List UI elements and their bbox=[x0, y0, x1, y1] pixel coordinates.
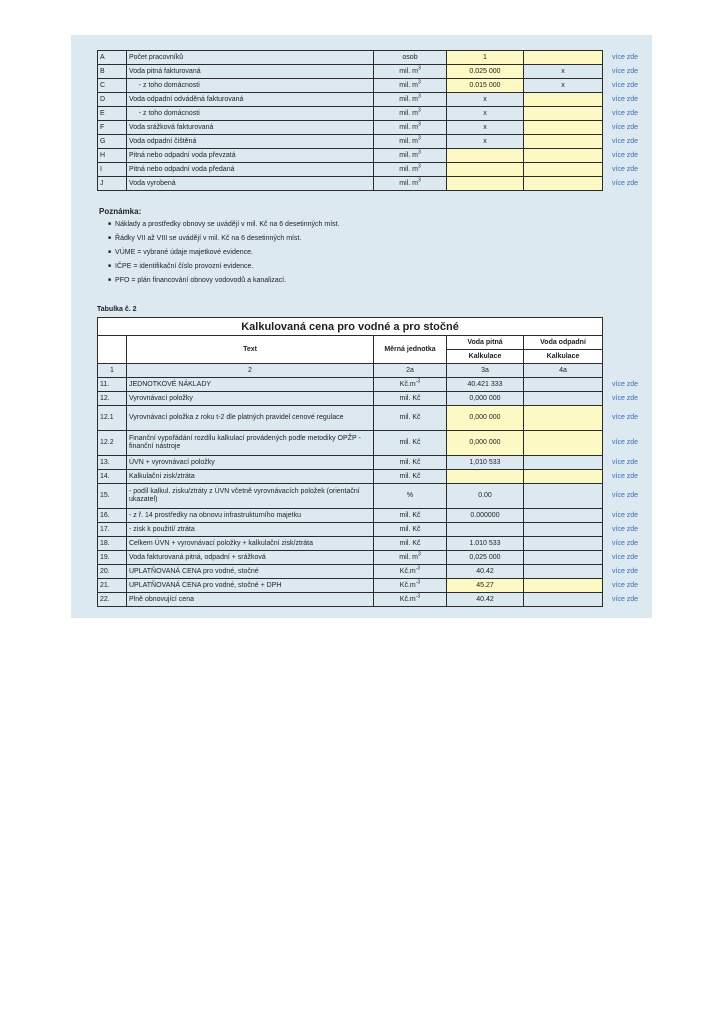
row-unit bbox=[374, 509, 447, 523]
unit-exponent: 3 bbox=[417, 551, 421, 558]
more-info-link[interactable]: více zde bbox=[612, 81, 639, 89]
price-calculation-table bbox=[97, 317, 603, 607]
row-number: 15. bbox=[98, 484, 127, 509]
unit-label: mil. m bbox=[399, 123, 418, 131]
unit-label: mil. Kč bbox=[399, 525, 421, 533]
value-water[interactable] bbox=[447, 149, 524, 163]
row-number: 12.2 bbox=[98, 431, 127, 456]
value-waste[interactable] bbox=[524, 107, 603, 121]
row-code: B bbox=[98, 65, 127, 79]
table-row bbox=[98, 65, 603, 79]
table2-title: Kalkulovaná cena pro vodné a pro stočné bbox=[98, 318, 603, 336]
row-unit bbox=[374, 93, 447, 107]
row-text: - z toho domácnosti bbox=[127, 107, 374, 121]
table-row bbox=[98, 509, 603, 523]
row-text: Voda vyrobená bbox=[127, 177, 374, 191]
row-code: C bbox=[98, 79, 127, 93]
row-text: Voda odpadní čištěná bbox=[127, 135, 374, 149]
value-waste[interactable] bbox=[524, 51, 603, 65]
unit-label: mil. m bbox=[399, 109, 418, 117]
row-unit bbox=[374, 579, 447, 593]
unit-exponent: 3 bbox=[417, 149, 421, 156]
value-water[interactable]: 45.27 bbox=[447, 579, 524, 593]
more-info-link[interactable]: více zde bbox=[612, 67, 639, 75]
value-water[interactable]: 1,010 533 bbox=[447, 456, 524, 470]
note-item: ■ Řádky VII až VIII se uvádějí v mil. Kč na 6 desetinných míst. bbox=[108, 235, 340, 249]
row-number: 12. bbox=[98, 392, 127, 406]
row-text: Voda odpadní odváděná fakturovaná bbox=[127, 93, 374, 107]
row-text: Pitná nebo odpadní voda předaná bbox=[127, 163, 374, 177]
row-code: F bbox=[98, 121, 127, 135]
table-row bbox=[98, 177, 603, 191]
unit-label: osob bbox=[402, 53, 418, 61]
col-number-3a: 3a bbox=[447, 364, 524, 378]
value-waste[interactable] bbox=[524, 565, 603, 579]
header-unit: Měrná jednotka bbox=[374, 336, 447, 364]
unit-exponent: 3 bbox=[417, 107, 421, 114]
unit-label: % bbox=[406, 492, 414, 499]
more-info-link[interactable]: více zde bbox=[612, 394, 639, 402]
row-unit bbox=[374, 51, 447, 65]
header-water: Voda pitná bbox=[447, 336, 524, 350]
value-waste[interactable] bbox=[524, 149, 603, 163]
value-water[interactable]: x bbox=[447, 107, 524, 121]
more-info-link[interactable]: více zde bbox=[612, 179, 639, 187]
table-row bbox=[98, 484, 603, 509]
value-water[interactable]: 40.421 333 bbox=[447, 378, 524, 392]
table-row bbox=[98, 579, 603, 593]
row-unit bbox=[374, 107, 447, 121]
row-code: H bbox=[98, 149, 127, 163]
unit-exponent: 3 bbox=[417, 135, 421, 142]
table-row bbox=[98, 107, 603, 121]
value-waste[interactable] bbox=[524, 378, 603, 392]
table-row bbox=[98, 431, 603, 456]
row-code: I bbox=[98, 163, 127, 177]
value-water[interactable] bbox=[447, 163, 524, 177]
value-water[interactable]: 1.010 533 bbox=[447, 537, 524, 551]
note-title: Poznámka: bbox=[99, 207, 142, 216]
more-info-link[interactable]: více zde bbox=[612, 595, 639, 603]
row-number: 21. bbox=[98, 579, 127, 593]
row-code: G bbox=[98, 135, 127, 149]
row-unit bbox=[374, 593, 447, 607]
more-info-link[interactable]: více zde bbox=[612, 492, 639, 499]
row-text: Voda srážková fakturovaná bbox=[127, 121, 374, 135]
more-info-link[interactable]: více zde bbox=[612, 439, 639, 446]
row-number: 12.1 bbox=[98, 406, 127, 431]
unit-label: mil. Kč bbox=[399, 458, 421, 466]
unit-exponent: 3 bbox=[417, 163, 421, 170]
row-unit bbox=[374, 121, 447, 135]
row-unit bbox=[374, 149, 447, 163]
value-waste[interactable] bbox=[524, 509, 603, 523]
table-row bbox=[98, 392, 603, 406]
more-info-link[interactable]: více zde bbox=[612, 567, 639, 575]
value-waste[interactable]: x bbox=[524, 65, 603, 79]
more-info-link[interactable]: více zde bbox=[612, 165, 639, 173]
note-item: ■ Náklady a prostředky obnovy se uvádějí v mil. Kč na 6 desetinných míst. bbox=[108, 221, 340, 235]
row-text: Počet pracovníků bbox=[127, 51, 374, 65]
row-number: 20. bbox=[98, 565, 127, 579]
row-number: 13. bbox=[98, 456, 127, 470]
value-water[interactable]: 0,000 000 bbox=[447, 406, 524, 431]
more-info-link[interactable]: více zde bbox=[612, 553, 639, 561]
unit-exponent: -3 bbox=[415, 579, 421, 586]
row-unit bbox=[374, 177, 447, 191]
unit-label: mil. Kč bbox=[399, 439, 421, 446]
row-code: E bbox=[98, 107, 127, 121]
row-code: A bbox=[98, 51, 127, 65]
value-water[interactable]: 40.42 bbox=[447, 565, 524, 579]
header-waste: Voda odpadní bbox=[524, 336, 603, 350]
row-unit bbox=[374, 551, 447, 565]
more-info-link[interactable]: více zde bbox=[612, 414, 639, 421]
col-number-2: 2 bbox=[127, 364, 374, 378]
row-text: Vyrovnávací položka z roku t-2 dle platných pravidel cenové regulace bbox=[127, 406, 374, 431]
row-number: 22. bbox=[98, 593, 127, 607]
unit-label: mil. Kč bbox=[399, 394, 421, 402]
row-text: Kalkulační zisk/ztráta bbox=[127, 470, 374, 484]
value-water[interactable]: 0,000 000 bbox=[447, 392, 524, 406]
row-number: 16. bbox=[98, 509, 127, 523]
row-text: Vyrovnávací položky bbox=[127, 392, 374, 406]
table-row bbox=[98, 149, 603, 163]
table2-label: Tabulka č. 2 bbox=[97, 306, 137, 313]
indicators-table bbox=[97, 50, 603, 191]
table-row bbox=[98, 378, 603, 392]
unit-label: mil. m bbox=[399, 553, 418, 561]
more-info-link[interactable]: více zde bbox=[612, 123, 639, 131]
row-code: D bbox=[98, 93, 127, 107]
unit-label: mil. Kč bbox=[399, 511, 421, 519]
unit-label: Kč.m bbox=[399, 380, 416, 388]
unit-label: mil. Kč bbox=[399, 539, 421, 547]
header-text: Text bbox=[127, 336, 374, 364]
col-number-1: 1 bbox=[98, 364, 127, 378]
table-row bbox=[98, 79, 603, 93]
col-number-2a: 2a bbox=[374, 364, 447, 378]
unit-label: mil. m bbox=[399, 81, 418, 89]
unit-exponent: -3 bbox=[415, 565, 421, 572]
value-waste[interactable] bbox=[524, 579, 603, 593]
unit-exponent: 3 bbox=[417, 79, 421, 86]
row-text: ÚVN + vyrovnávací položky bbox=[127, 456, 374, 470]
unit-label: mil. m bbox=[399, 95, 418, 103]
value-water[interactable]: 0.00 bbox=[447, 484, 524, 509]
unit-exponent: 3 bbox=[417, 65, 421, 72]
unit-exponent: 3 bbox=[417, 93, 421, 100]
value-waste[interactable] bbox=[524, 93, 603, 107]
row-number: 11. bbox=[98, 378, 127, 392]
row-text: Finanční vypořádání rozdílu kalkulací provádených podle metodiky OPŽP - finanční nástroje bbox=[127, 431, 374, 456]
row-unit bbox=[374, 523, 447, 537]
value-waste[interactable]: x bbox=[524, 79, 603, 93]
row-unit bbox=[374, 163, 447, 177]
row-unit bbox=[374, 392, 447, 406]
row-unit bbox=[374, 431, 447, 456]
table-row bbox=[98, 406, 603, 431]
unit-label: Kč.m bbox=[399, 567, 416, 575]
table-row bbox=[98, 121, 603, 135]
value-waste[interactable] bbox=[524, 431, 603, 456]
more-info-link[interactable]: více zde bbox=[612, 53, 639, 61]
row-unit bbox=[374, 470, 447, 484]
unit-label: mil. m bbox=[399, 67, 418, 75]
value-waste[interactable] bbox=[524, 392, 603, 406]
note-item: ■ VÚME = vybrané údaje majetkové evidence. bbox=[108, 249, 340, 263]
unit-label: mil. m bbox=[399, 151, 418, 159]
table-row bbox=[98, 163, 603, 177]
unit-exponent: -3 bbox=[415, 593, 421, 600]
row-text: - zisk k použití/ ztráta bbox=[127, 523, 374, 537]
value-waste[interactable] bbox=[524, 177, 603, 191]
row-number: 19. bbox=[98, 551, 127, 565]
value-water[interactable]: 0,025 000 bbox=[447, 551, 524, 565]
more-info-link[interactable]: více zde bbox=[612, 109, 639, 117]
row-text: UPLATŇOVANÁ CENA pro vodné, stočné + DPH bbox=[127, 579, 374, 593]
row-text: - podíl kalkul. zisku/ztráty z ÚVN včetně vyrovnávacích položek (orientační ukazatel) bbox=[127, 484, 374, 509]
row-text: UPLATŇOVANÁ CENA pro vodné, stočné bbox=[127, 565, 374, 579]
row-unit bbox=[374, 79, 447, 93]
value-waste[interactable] bbox=[524, 163, 603, 177]
header-calc-water: Kalkulace bbox=[447, 350, 524, 364]
value-water[interactable]: x bbox=[447, 135, 524, 149]
value-waste[interactable] bbox=[524, 551, 603, 565]
row-text: - z toho domácnosti bbox=[127, 79, 374, 93]
value-water[interactable]: 0.000000 bbox=[447, 509, 524, 523]
unit-exponent: 3 bbox=[417, 121, 421, 128]
table-row bbox=[98, 93, 603, 107]
unit-label: mil. m bbox=[399, 137, 418, 145]
value-water[interactable]: 40.42 bbox=[447, 593, 524, 607]
unit-exponent: -3 bbox=[415, 378, 421, 385]
table-row bbox=[98, 551, 603, 565]
value-water[interactable]: 0,000 000 bbox=[447, 431, 524, 456]
value-water[interactable]: x bbox=[447, 121, 524, 135]
table-row bbox=[98, 593, 603, 607]
table-row bbox=[98, 523, 603, 537]
row-code: J bbox=[98, 177, 127, 191]
value-waste[interactable] bbox=[524, 121, 603, 135]
row-text: Plně obnovující cena bbox=[127, 593, 374, 607]
more-info-link[interactable]: více zde bbox=[612, 525, 639, 533]
unit-label: mil. m bbox=[399, 179, 418, 187]
row-unit bbox=[374, 406, 447, 431]
table-row bbox=[98, 537, 603, 551]
row-unit bbox=[374, 456, 447, 470]
value-water[interactable]: 0.015 000 bbox=[447, 79, 524, 93]
unit-label: mil. Kč bbox=[399, 472, 421, 480]
row-text: JEDNOTKOVÉ NÁKLADY bbox=[127, 378, 374, 392]
value-water[interactable] bbox=[447, 177, 524, 191]
table-row bbox=[98, 470, 603, 484]
value-waste[interactable] bbox=[524, 135, 603, 149]
value-waste[interactable] bbox=[524, 470, 603, 484]
more-info-link[interactable]: více zde bbox=[612, 151, 639, 159]
value-water[interactable]: 0.025 000 bbox=[447, 65, 524, 79]
row-number: 18. bbox=[98, 537, 127, 551]
row-unit bbox=[374, 135, 447, 149]
row-text: Celkem ÚVN + vyrovnávací položky + kalkulační zisk/ztráta bbox=[127, 537, 374, 551]
more-info-link[interactable]: více zde bbox=[612, 539, 639, 547]
more-info-link[interactable]: více zde bbox=[612, 137, 639, 145]
table-row bbox=[98, 565, 603, 579]
value-waste[interactable] bbox=[524, 456, 603, 470]
col-number-4a: 4a bbox=[524, 364, 603, 378]
unit-label: Kč.m bbox=[399, 581, 416, 589]
table-row bbox=[98, 456, 603, 470]
header-calc-waste: Kalkulace bbox=[524, 350, 603, 364]
value-water[interactable]: x bbox=[447, 93, 524, 107]
more-info-link[interactable]: více zde bbox=[612, 380, 639, 388]
value-waste[interactable] bbox=[524, 593, 603, 607]
unit-label: mil. Kč bbox=[399, 414, 421, 421]
more-info-link[interactable]: více zde bbox=[612, 581, 639, 589]
value-water[interactable] bbox=[447, 470, 524, 484]
value-water[interactable] bbox=[447, 523, 524, 537]
value-waste[interactable] bbox=[524, 484, 603, 509]
row-number: 17. bbox=[98, 523, 127, 537]
value-water[interactable]: 1 bbox=[447, 51, 524, 65]
row-text: Voda fakturovaná pitná, odpadní + srážková bbox=[127, 551, 374, 565]
row-unit bbox=[374, 378, 447, 392]
value-waste[interactable] bbox=[524, 537, 603, 551]
table-row bbox=[98, 51, 603, 65]
row-unit bbox=[374, 65, 447, 79]
more-info-link[interactable]: více zde bbox=[612, 458, 639, 466]
row-text: Pitná nebo odpadní voda převzatá bbox=[127, 149, 374, 163]
row-text: - z ř. 14 prostředky na obnovu infrastrukturního majetku bbox=[127, 509, 374, 523]
row-unit bbox=[374, 537, 447, 551]
more-info-link[interactable]: více zde bbox=[612, 472, 639, 480]
note-item: ■ IČPE = identifikační číslo provozní evidence. bbox=[108, 263, 340, 277]
row-number: 14. bbox=[98, 470, 127, 484]
note-list bbox=[108, 221, 340, 291]
more-info-link[interactable]: více zde bbox=[612, 95, 639, 103]
table-row bbox=[98, 135, 603, 149]
row-unit bbox=[374, 565, 447, 579]
unit-exponent: 3 bbox=[417, 177, 421, 184]
unit-label: mil. m bbox=[399, 165, 418, 173]
note-item: ■ PFO = plán financování obnovy vodovodů a kanalizací. bbox=[108, 277, 340, 291]
unit-label: Kč.m bbox=[399, 595, 416, 603]
more-info-link[interactable]: více zde bbox=[612, 511, 639, 519]
row-unit bbox=[374, 484, 447, 509]
value-waste[interactable] bbox=[524, 406, 603, 431]
value-waste[interactable] bbox=[524, 523, 603, 537]
row-text: Voda pitná fakturovaná bbox=[127, 65, 374, 79]
